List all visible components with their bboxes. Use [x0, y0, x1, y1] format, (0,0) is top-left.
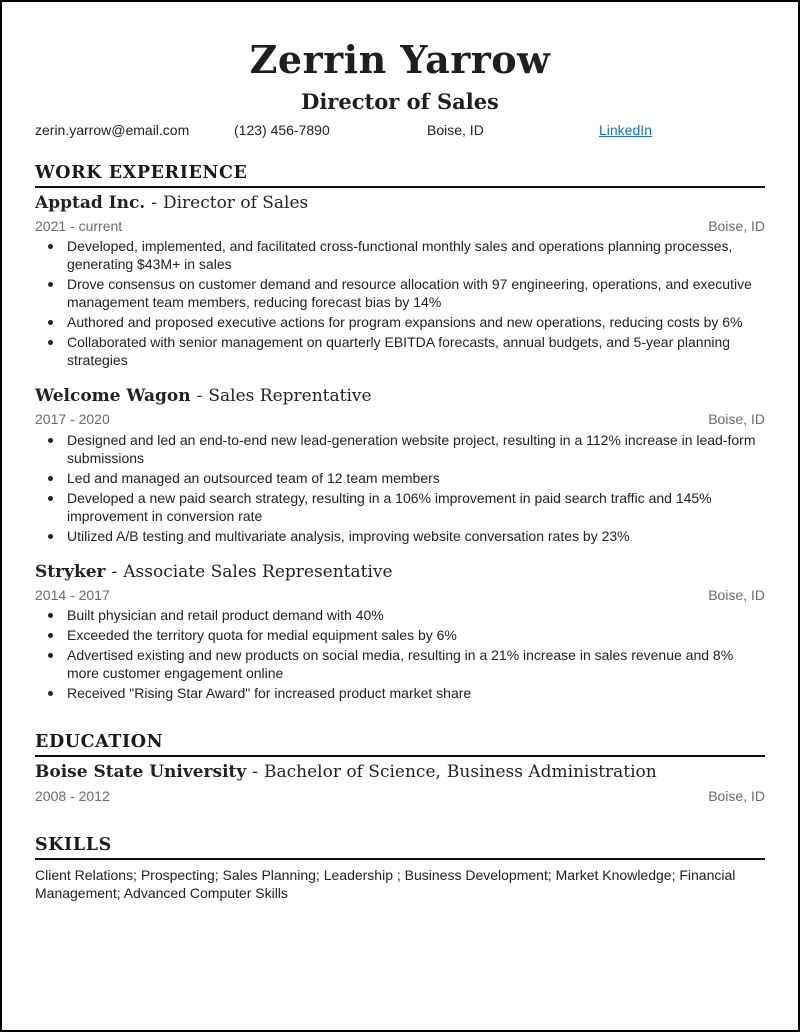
job-separator: -: [111, 562, 118, 582]
job-dates: 2017 - 2020: [35, 411, 110, 427]
job-title: Associate Sales Representative: [123, 562, 393, 582]
education-location: Boise, ID: [708, 788, 765, 804]
job-dates: 2014 - 2017: [35, 587, 110, 603]
education-school: Boise State University: [35, 762, 247, 782]
education-header: [35, 761, 765, 783]
job-meta: [35, 411, 765, 429]
list-item: Built physician and retail product demand with 40%: [35, 606, 765, 624]
job-header: [35, 192, 765, 214]
education-degree: Bachelor of Science,: [264, 762, 441, 782]
contact-location: Boise, ID: [427, 122, 484, 138]
candidate-name: Zerrin Yarrow: [249, 37, 551, 82]
job-company: Welcome Wagon: [35, 386, 191, 406]
section-title-education: EDUCATION: [35, 731, 765, 757]
education-dates: 2008 - 2012: [35, 788, 110, 804]
job-header: [35, 385, 765, 407]
list-item: Received "Rising Star Award" for increased product market share: [35, 684, 765, 702]
contact-email: zerin.yarrow@email.com: [35, 122, 190, 138]
list-item: Developed, implemented, and facilitated cross-functional monthly sales and operations planning processes, generating $43M+ in sales: [35, 237, 765, 273]
skills-list: Client Relations; Prospecting; Sales Planning; Leadership ; Business Development; Market Knowledge; Financial Management; Advanced Computer Skills: [35, 867, 736, 901]
list-item: Authored and proposed executive actions for program expansions and new operations, reducing costs by 6%: [35, 313, 765, 331]
job-location: Boise, ID: [708, 587, 765, 603]
job-bullets: [35, 606, 765, 704]
list-item: Designed and led an end-to-end new lead-generation website project, resulting in a 112% increase in lead-form submissions: [35, 431, 765, 467]
education-separator: -: [252, 762, 259, 782]
job-meta: [35, 218, 765, 236]
job-company: Apptad Inc.: [35, 193, 146, 213]
job-location: Boise, ID: [708, 218, 765, 234]
contact-bar: [2, 122, 798, 142]
job-header: [35, 561, 765, 583]
job-bullets: [35, 237, 765, 371]
list-item: Led and managed an outsourced team of 12 team members: [35, 469, 765, 487]
list-item: Exceeded the territory quota for medial equipment sales by 6%: [35, 626, 765, 644]
list-item: Utilized A/B testing and multivariate analysis, improving website conversation rates by 23%: [35, 527, 765, 545]
education-meta: [35, 788, 765, 806]
linkedin-link[interactable]: LinkedIn: [599, 122, 652, 138]
list-item: Developed a new paid search strategy, resulting in a 106% improvement in paid search traffic and 145% improvement in conversion rate: [35, 489, 765, 525]
job-separator: -: [151, 193, 157, 213]
candidate-headline: Director of Sales: [301, 89, 499, 114]
education-field: Business Administration: [446, 762, 657, 782]
job-dates: 2021 - current: [35, 218, 123, 234]
contact-phone: (123) 456-7890: [234, 122, 330, 138]
job-separator: -: [196, 386, 203, 406]
job-title: Sales Reprentative: [208, 386, 372, 406]
section-title-skills: SKILLS: [35, 834, 765, 860]
list-item: Advertised existing and new products on social media, resulting in a 21% increase in sales revenue and 8% more customer engagement online: [35, 646, 765, 682]
job-meta: [35, 587, 765, 605]
job-title: Director of Sales: [162, 193, 309, 213]
list-item: Drove consensus on customer demand and resource allocation with 97 engineering, operations, and executive management team members, reducing forecast bias by 14%: [35, 275, 765, 311]
job-company: Stryker: [35, 562, 106, 582]
section-title-work: WORK EXPERIENCE: [35, 162, 765, 188]
job-location: Boise, ID: [708, 411, 765, 427]
list-item: Collaborated with senior management on quarterly EBITDA forecasts, annual budgets, and 5-year planning strategies: [35, 333, 765, 369]
job-bullets: [35, 431, 765, 547]
